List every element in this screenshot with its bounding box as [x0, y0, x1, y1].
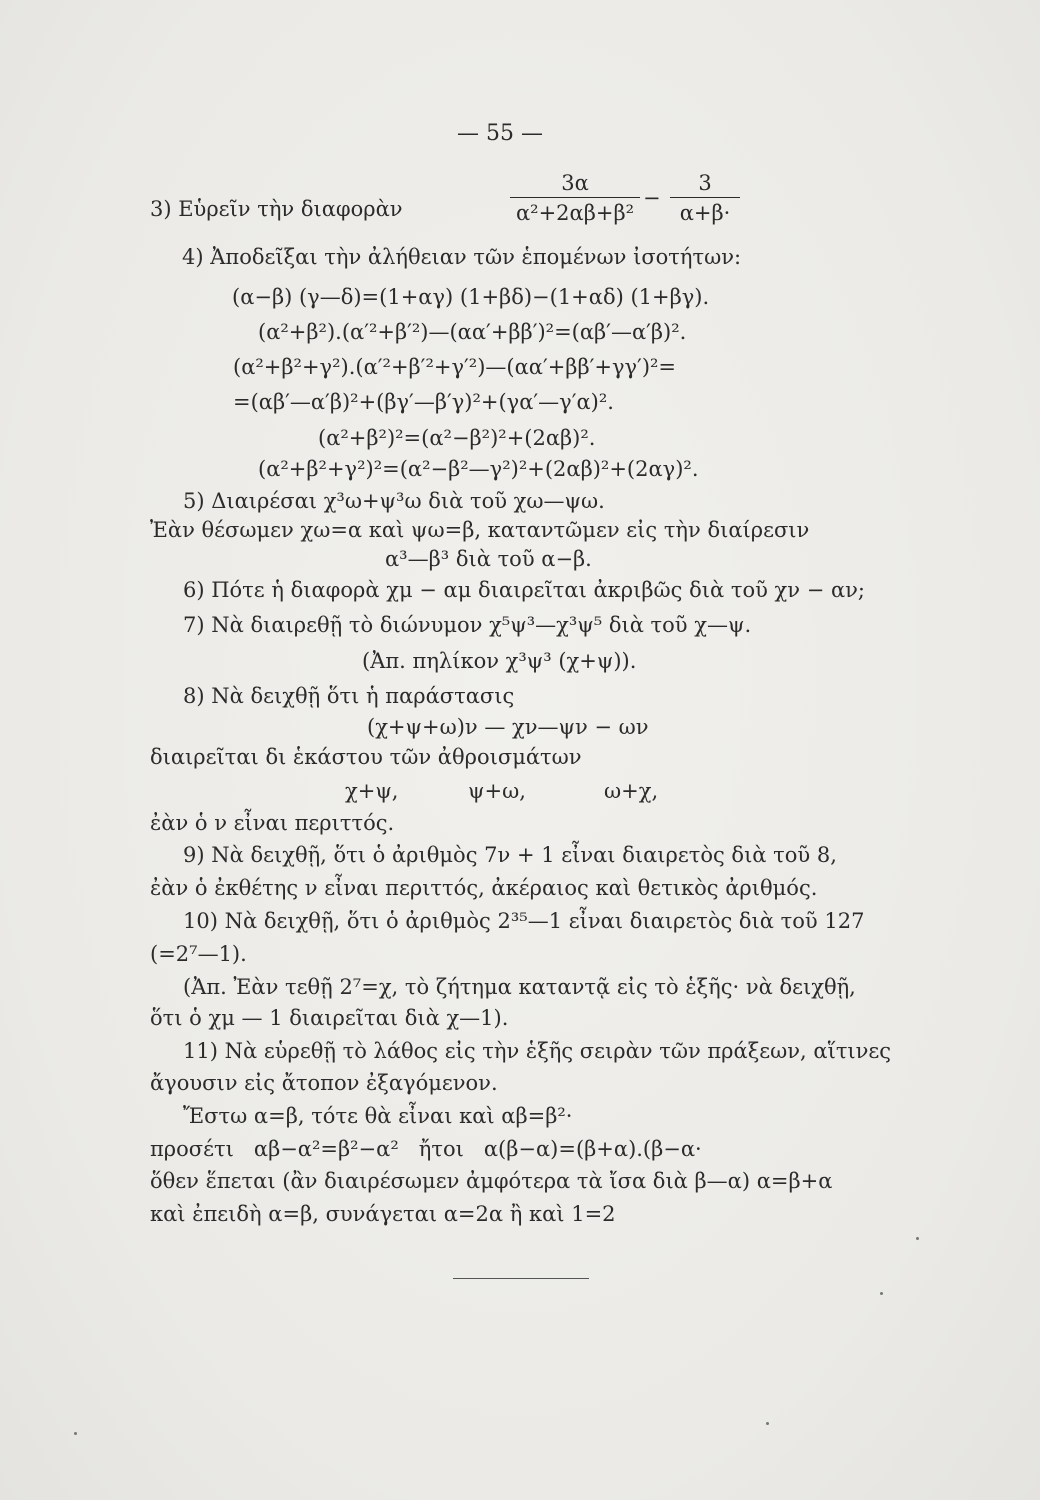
fraction-1-bar: [510, 197, 640, 198]
fraction-2-bar: [670, 197, 740, 198]
exercise-4-equation-2: (α²+β²).(α′²+β′²)—(αα′+ββ′)²=(αβ′—α′β)².: [258, 320, 687, 344]
exercise-8-sum-3: ω+χ,: [604, 779, 659, 803]
exercise-11-line-3: Ἔστω α=β, τότε θὰ εἶναι καὶ αβ=β²·: [183, 1104, 573, 1128]
exercise-4-equation-4: (α²+β²)²=(α²−β²)²+(2αβ)².: [318, 426, 596, 450]
closing-rule: [453, 1278, 589, 1279]
exercise-6-line-1: 6) Πότε ἡ διαφορὰ χμ − αμ διαιρεῖται ἀκριβῶς διὰ τοῦ χν − αν;: [183, 578, 865, 602]
exercise-10-line-1: 10) Νὰ δειχθῇ, ὅτι ὁ ἀριθμὸς 2³⁵—1 εἶναι διαιρετὸς διὰ τοῦ 127: [183, 909, 865, 933]
exercise-8-sum-2: ψ+ω,: [468, 779, 526, 803]
exercise-8-line-2: διαιρεῖται δι ἑκάστου τῶν ἀθροισμάτων: [150, 745, 582, 769]
fraction-minus-sign: −: [643, 186, 661, 210]
exercise-7-answer: (Ἀπ. πηλίκον χ³ψ³ (χ+ψ)).: [362, 649, 637, 673]
exercise-9-line-2: ἐὰν ὁ ἐκθέτης ν εἶναι περιττός, ἀκέραιος καὶ θετικὸς ἀριθμός.: [150, 876, 818, 900]
exercise-3-label: 3) Εὑρεῖν τὴν διαφορὰν: [150, 197, 403, 221]
exercise-4-equation-3b: =(αβ′—α′β)²+(βγ′—β′γ)²+(γα′—γ′α)².: [233, 390, 614, 414]
exercise-11-line-1: 11) Νὰ εὑρεθῇ τὸ λάθος εἰς τὴν ἑξῆς σειρὰν τῶν πράξεων, αἵτινες: [183, 1039, 892, 1063]
exercise-11-line-4: προσέτι αβ−α²=β²−α² ἤτοι α(β−α)=(β+α).(β−α·: [150, 1137, 702, 1161]
exercise-4-intro: 4) Ἀποδεῖξαι τὴν ἀλήθειαν τῶν ἑπομένων ἰσοτήτων:: [182, 245, 742, 269]
exercise-10-line-2: (=2⁷—1).: [150, 942, 247, 966]
fraction-2-numerator: 3: [698, 171, 712, 195]
exercise-8-line-3: ἐὰν ὁ ν εἶναι περιττός.: [150, 811, 395, 835]
fraction-1-denominator: α²+2αβ+β²: [515, 201, 635, 225]
exercise-10-line-3: (Ἀπ. Ἐὰν τεθῇ 2⁷=χ, τὸ ζήτημα καταντᾷ εἰς τὸ ἑξῆς· νὰ δειχθῇ,: [183, 975, 856, 999]
scan-speck: [766, 1422, 769, 1425]
scan-speck: [74, 1432, 77, 1435]
fraction-2: [670, 170, 740, 226]
page-number: — 55 —: [457, 121, 543, 146]
fraction-1: [510, 170, 640, 226]
exercise-5-line-3: α³—β³ διὰ τοῦ α−β.: [385, 547, 592, 571]
exercise-7-line-1: 7) Νὰ διαιρεθῇ τὸ διώνυμον χ⁵ψ³—χ³ψ⁵ διὰ τοῦ χ—ψ.: [183, 613, 752, 637]
exercise-11-line-5: ὅθεν ἕπεται (ἂν διαιρέσωμεν ἀμφότερα τὰ ἴσα διὰ β—α) α=β+α: [150, 1169, 833, 1193]
scan-speck: [880, 1292, 883, 1295]
exercise-8-line-1: 8) Νὰ δειχθῇ ὅτι ἡ παράστασις: [183, 684, 515, 708]
exercise-8-sum-1: χ+ψ,: [345, 779, 399, 803]
exercise-10-line-4: ὅτι ὁ χμ — 1 διαιρεῖται διὰ χ—1).: [150, 1006, 509, 1030]
fraction-1-numerator: 3α: [561, 171, 589, 195]
exercise-8-expression: (χ+ψ+ω)ν — χν—ψν − ων: [367, 715, 649, 739]
exercise-4-equation-5: (α²+β²+γ²)²=(α²−β²—γ²)²+(2αβ)²+(2αγ)².: [258, 457, 699, 481]
exercise-5-line-2: Ἐὰν θέσωμεν χω=α καὶ ψω=β, καταντῶμεν εἰς τὴν διαίρεσιν: [150, 518, 810, 542]
exercise-11-line-2: ἄγουσιν εἰς ἄτοπον ἐξαγόμενον.: [150, 1071, 498, 1095]
exercise-9-line-1: 9) Νὰ δειχθῇ, ὅτι ὁ ἀριθμὸς 7ν + 1 εἶναι διαιρετὸς διὰ τοῦ 8,: [183, 843, 837, 867]
exercise-5-line-1: 5) Διαιρέσαι χ³ω+ψ³ω διὰ τοῦ χω—ψω.: [183, 489, 605, 513]
fraction-2-denominator: α+β·: [679, 201, 731, 225]
exercise-11-line-6: καὶ ἐπειδὴ α=β, συνάγεται α=2α ἢ καὶ 1=2: [150, 1202, 616, 1226]
scan-speck: [916, 1237, 919, 1240]
exercise-4-equation-3a: (α²+β²+γ²).(α′²+β′²+γ′²)—(αα′+ββ′+γγ′)²=: [233, 355, 677, 379]
exercise-4-equation-1: (α−β) (γ—δ)=(1+αγ) (1+βδ)−(1+αδ) (1+βγ).: [232, 285, 710, 309]
